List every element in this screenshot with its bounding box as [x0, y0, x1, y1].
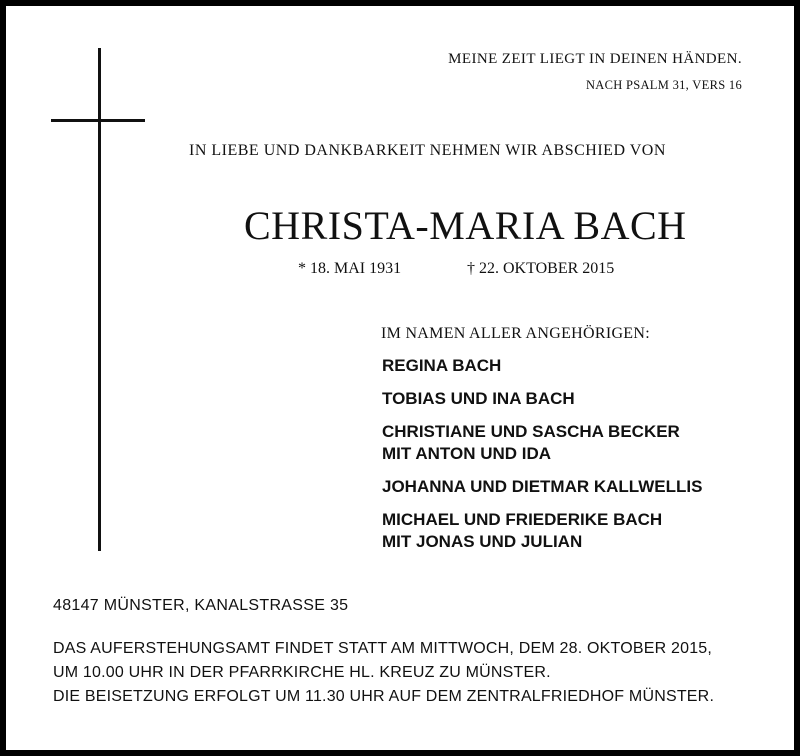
notice-line: DIE BEISETZUNG ERFOLGT UM 11.30 UHR AUF DEM ZENTRALFRIEDHOF MÜNSTER.	[53, 688, 715, 705]
relatives-heading: IM NAMEN ALLER ANGEHÖRIGEN:	[381, 325, 650, 342]
relative-entry: REGINA BACH	[382, 356, 502, 375]
notice-line: DAS AUFERSTEHUNGSAMT FINDET STATT AM MITTWOCH, DEM 28. OKTOBER 2015,	[53, 640, 713, 657]
relative-entry: TOBIAS UND INA BACH	[382, 389, 575, 408]
cross-icon-horizontal	[51, 119, 145, 122]
verse-text: MEINE ZEIT LIEGT IN DEINEN HÄNDEN.	[448, 51, 742, 67]
death-date: † 22. OKTOBER 2015	[467, 260, 615, 277]
intro-text: IN LIEBE UND DANKBARKEIT NEHMEN WIR ABSCHIED VON	[189, 142, 666, 159]
relative-entry: MICHAEL UND FRIEDERIKE BACH MIT JONAS UND JULIAN	[382, 510, 663, 551]
service-notice	[53, 637, 714, 709]
relatives-list	[382, 355, 702, 564]
birth-date: * 18. MAI 1931	[298, 260, 402, 277]
notice-line: UM 10.00 UHR IN DER PFARRKIRCHE HL. KREUZ ZU MÜNSTER.	[53, 664, 551, 681]
obituary-card	[6, 6, 794, 750]
deceased-name: CHRISTA-MARIA BACH	[244, 203, 687, 248]
address: 48147 MÜNSTER, KANALSTRASSE 35	[53, 597, 349, 614]
relative-entry: CHRISTIANE UND SASCHA BECKER MIT ANTON UND IDA	[382, 422, 680, 463]
verse-source: NACH PSALM 31, VERS 16	[585, 78, 742, 92]
cross-icon-vertical	[98, 48, 101, 551]
relative-entry: JOHANNA UND DIETMAR KALLWELLIS	[382, 477, 703, 496]
